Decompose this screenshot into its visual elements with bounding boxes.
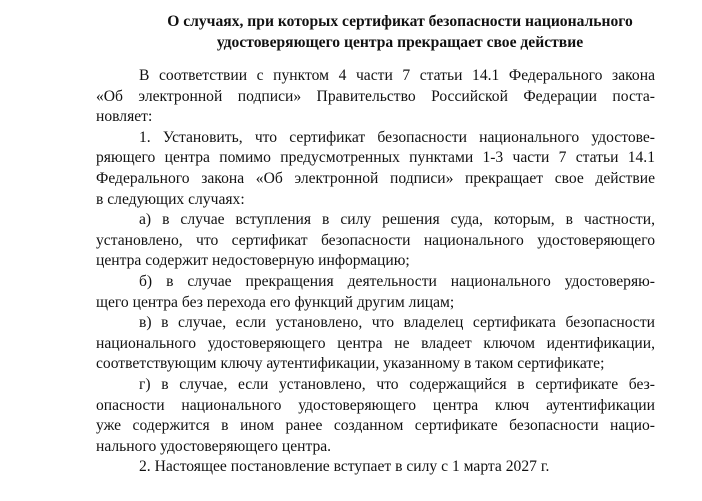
title-line-1: О случаях, при которых сертификат безопасности национального	[167, 13, 633, 30]
body-line: 2. Настоящее постановление вступает в силу с 1 марта 2027 г.	[139, 458, 550, 476]
body-line: щего центра без перехода его функций другим лицам;	[96, 293, 455, 311]
body-line: центра содержит недостоверную информацию;	[96, 252, 410, 270]
body-line: новляет:	[96, 108, 153, 126]
body-line: опасности национального удостоверяющего центра ключ аутентификации	[96, 396, 655, 414]
body-line: установлено, что сертификат безопасности национального удостоверяющего	[96, 231, 655, 249]
document-body	[96, 66, 655, 478]
body-line: уже содержится в ином ранее созданном сертификате безопасности нацио-	[96, 417, 655, 435]
body-line: «Об электронной подписи» Правительство Российской Федерации поста-	[96, 87, 655, 105]
body-line: соответствующим ключу аутентификации, указанному в таком сертификате;	[96, 355, 605, 373]
document-title	[100, 11, 700, 53]
body-line: в следующих случаях:	[96, 190, 245, 208]
body-line: г) в случае, если установлено, что содержащийся в сертификате без-	[139, 375, 655, 393]
body-line: нального удостоверяющего центра.	[96, 437, 332, 455]
title-line-2: удостоверяющего центра прекращает свое действие	[216, 34, 584, 51]
body-line: в) в случае, если установлено, что владелец сертификата безопасности	[139, 314, 655, 332]
body-line: национального удостоверяющего центра не владеет ключом идентификации,	[96, 334, 655, 352]
body-line: ряющего центра помимо предусмотренных пунктами 1-3 части 7 статьи 14.1	[96, 149, 655, 167]
body-line: Федерального закона «Об электронной подписи» прекращает свое действие	[96, 169, 655, 187]
body-line: б) в случае прекращения деятельности национального удостоверяю-	[139, 272, 655, 290]
body-line: а) в случае вступления в силу решения суда, которым, в частности,	[139, 211, 655, 229]
body-line: 1. Установить, что сертификат безопасности национального удостове-	[139, 128, 655, 146]
body-line: В соответствии с пунктом 4 части 7 статьи 14.1 Федерального закона	[139, 67, 655, 84]
